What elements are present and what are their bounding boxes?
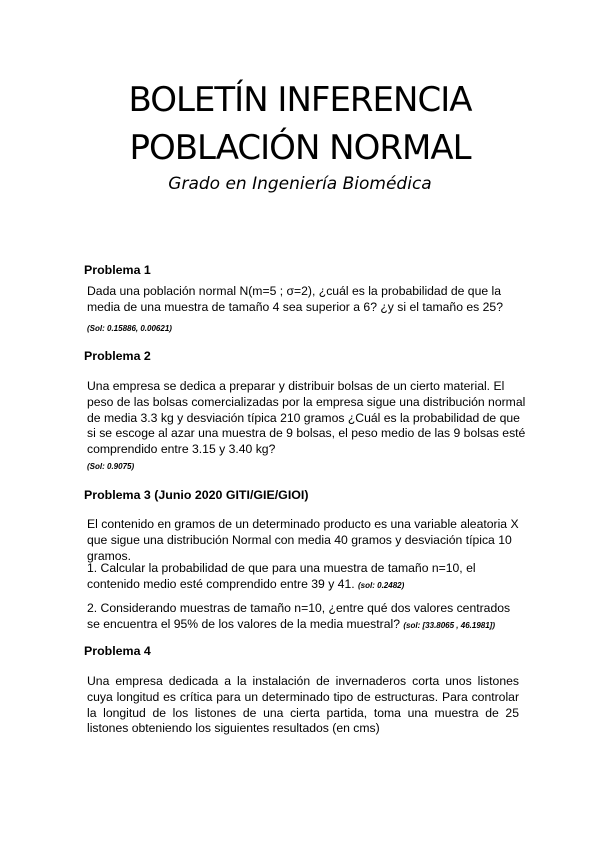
problem-1-solution: (Sol: 0.15886, 0.00621): [87, 324, 172, 333]
problem-3-item-1: [87, 561, 527, 594]
problem-1-heading: Problema 1: [84, 263, 151, 277]
problem-2-solution: (Sol: 0.9075): [87, 462, 135, 471]
problem-3-intro: El contenido en gramos de un determinado producto es una variable aleatoria X que sigue una distribución Normal con media 40 gramos y desviación típica 10 gramos.: [87, 517, 519, 563]
problem-3-item-1-solution: (sol: 0.2482): [358, 580, 405, 590]
problem-3-heading: Problema 3 (Junio 2020 GITI/GIE/GIOI): [84, 488, 309, 502]
problem-3-item-2-text: 2. Considerando muestras de tamaño n=10, ¿entre qué dos valores centrados se encuentra el 95% de los valores de la media muestral?: [87, 601, 511, 631]
title-line-2: POBLACIÓN NORMAL: [129, 128, 471, 168]
problem-1-text: Dada una población normal N(m=5 ; σ=2), ¿cuál es la probabilidad de que la media de una muestra de tamaño 4 sea superior a 6? ¿y si el tamaño es 25?: [87, 284, 503, 314]
problem-2-heading: Problema 2: [84, 349, 151, 363]
subtitle: Grado en Ingeniería Biomédica: [168, 174, 432, 194]
problem-3-item-1-text: 1. Calcular la probabilidad de que para una muestra de tamaño n=10, el contenido medio esté comprendido entre 39 y 41.: [87, 561, 476, 591]
problem-4-text: Una empresa dedicada a la instalación de invernaderos corta unos listones cuya longitud es crítica para un determinado tipo de estructuras. Para controlar la longitud de los listones de una cierta partida, toma una muestra de 25 listones obteniendo los siguientes resultados (en cms): [87, 674, 519, 736]
problem-2-text: Una empresa se dedica a preparar y distribuir bolsas de un cierto material. El peso de las bolsas comercializadas por la empresa sigue una distribución normal de media 3.3 kg y desviación típica 210 gramos ¿Cuál es la probabilidad de que si se escoge al azar una muestra de 9 bolsas, el peso medio de las 9 bolsas esté comprendido entre 3.15 y 3.40 kg?: [87, 379, 526, 457]
problem-3-item-2-solution: (sol: [33.8065 , 46.1981]): [403, 620, 495, 630]
title-line-1: BOLETÍN INFERENCIA: [128, 80, 472, 120]
problem-3-item-2: [87, 601, 523, 634]
problem-4-heading: Problema 4: [84, 644, 151, 658]
